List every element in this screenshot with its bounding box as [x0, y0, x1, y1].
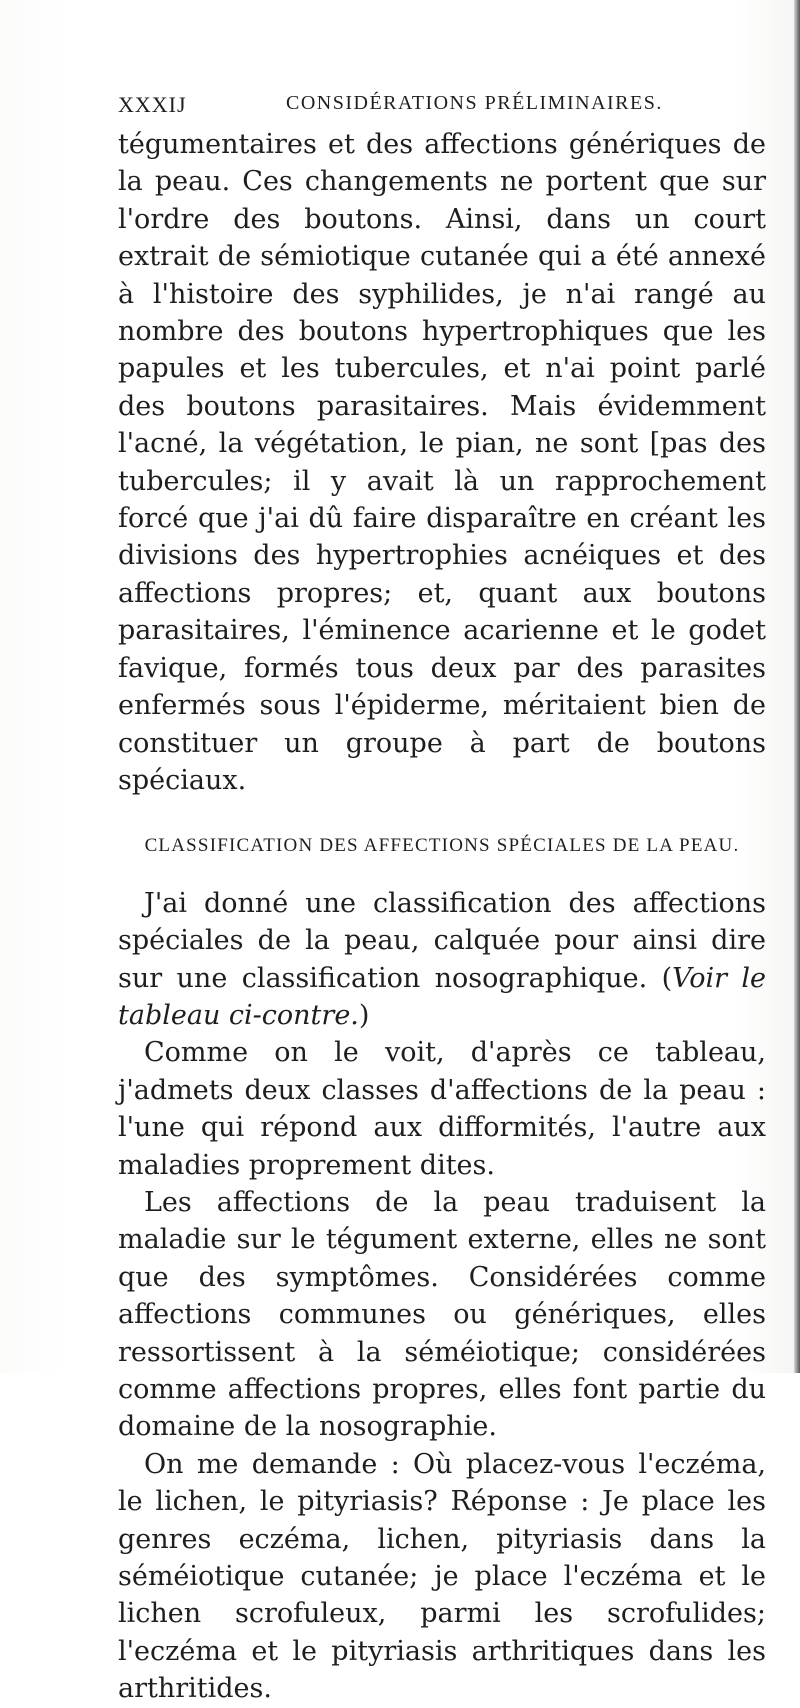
- paragraph-continuation: tégumentaires et des affections génériques de la peau. Ces changements ne portent que sur l'ordre des boutons. Ainsi, dans un court extrait de sémiotique cutanée qui a été annexé à l'histoire des syphilides, je n'ai rangé au nombre des boutons hypertrophiques que les papules et les tubercules, et n'ai point parlé des boutons parasitaires. Mais évidemment l'acné, la végétation, le pian, ne sont [pas des tubercules; il y avait là un rapprochement forcé que j'ai dû faire disparaître en créant les divisions des hypertrophies acnéiques et des affections propres; et, quant aux boutons parasitaires, l'éminence acarienne et le godet favique, formés tous deux par des parasites enfermés sous l'épiderme, méritaient bien de constituer un groupe à part de boutons spéciaux.: [118, 129, 766, 796]
- section-heading: CLASSIFICATION DES AFFECTIONS SPÉCIALES DE LA PEAU.: [144, 835, 740, 857]
- paragraph-symptoms: Les affections de la peau traduisent la maladie sur le tégument externe, elles ne sont que des symptômes. Considérées comme affections communes ou génériques, elles ressortissent à la séméiotique; considérées comme affections propres, elles font partie du domaine de la nosographie.: [118, 1186, 766, 1443]
- running-head: [118, 92, 758, 122]
- paragraph-question: On me demande : Où placez-vous l'eczéma, le lichen, le pityriasis? Réponse : Je place les genres eczéma, lichen, pityriasis dans la séméiotique cutanée; je place l'eczéma et le lichen scrofuleux, parmi les scrofulides; l'eczéma et le pityriasis arthritiques dans les arthritides.: [118, 1448, 766, 1705]
- body-text: [118, 126, 766, 1708]
- paragraph-two-classes: Comme on le voit, d'après ce tableau, j'admets deux classes d'affections de la peau : l'une qui répond aux difformités, l'autre aux maladies proprement dites.: [118, 1037, 766, 1181]
- page-number: XXXIJ: [118, 92, 187, 117]
- running-title: CONSIDÉRATIONS PRÉLIMINAIRES.: [286, 92, 663, 114]
- paragraph-classification-text: J'ai donné une classification des affections spéciales de la peau, calquée pour ainsi dire sur une classification nosographique. (: [118, 887, 766, 994]
- page-edge-shadow: [794, 0, 800, 1373]
- paragraph-classification-end: ): [358, 999, 370, 1031]
- table-reference: Voir le tableau ci-contre.: [118, 962, 766, 1031]
- paragraph-classification: [118, 885, 766, 1035]
